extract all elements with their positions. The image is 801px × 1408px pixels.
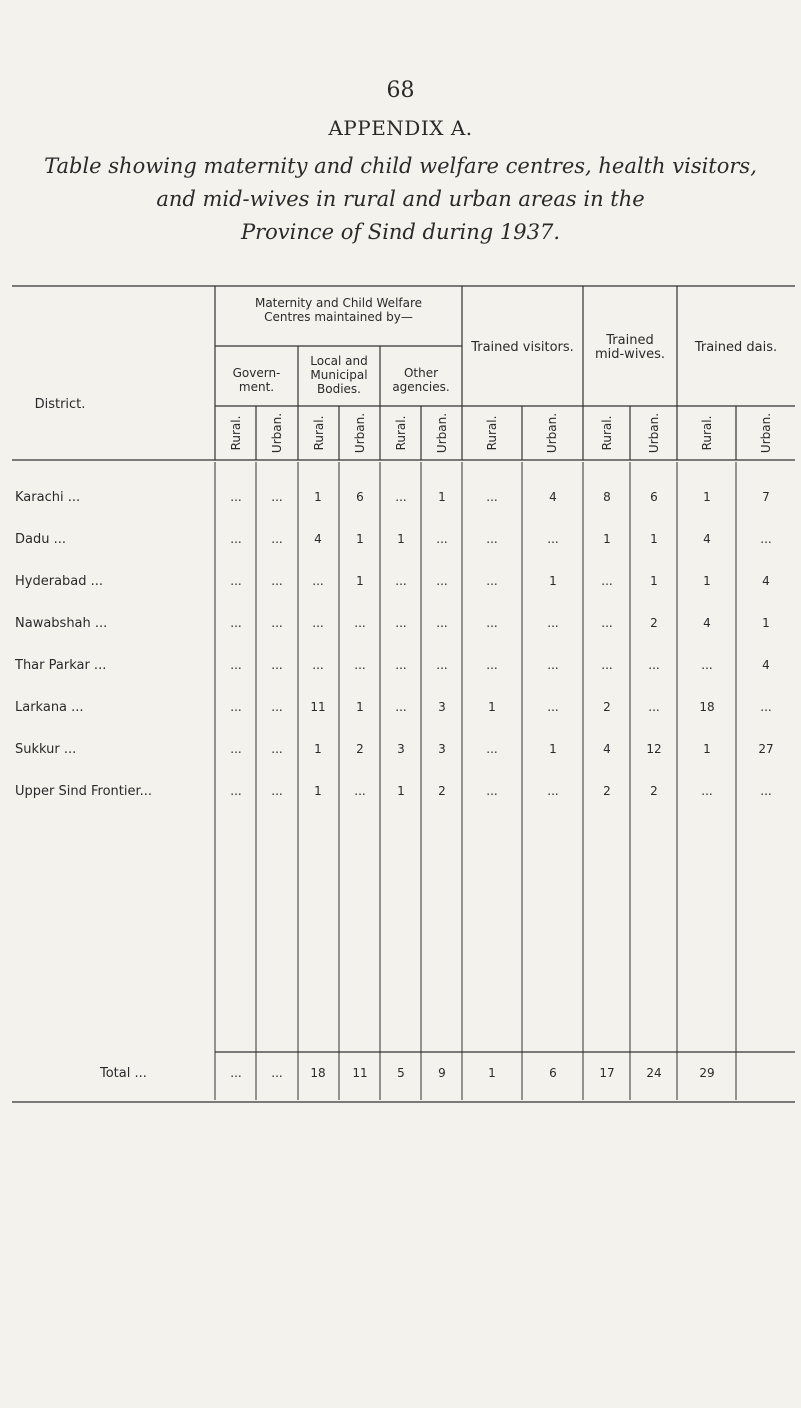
table-cell: 2: [356, 742, 364, 756]
midwives-header-line-2: mid-wives.: [594, 347, 666, 362]
table-cell: ...: [230, 700, 242, 714]
table-cell: ...: [760, 784, 772, 798]
other-agencies-header: [380, 366, 462, 394]
table-cell: ...: [547, 658, 559, 672]
total-cell: 29: [699, 1066, 715, 1080]
district-name: Larkana ...: [15, 700, 84, 715]
table-cell: ...: [547, 616, 559, 630]
table-cell: ...: [271, 574, 283, 588]
table-cell: 4: [762, 658, 770, 672]
table-cell: ...: [230, 490, 242, 504]
table-cell: ...: [601, 574, 613, 588]
table-cell: 8: [603, 490, 611, 504]
table-cell: 1: [314, 784, 322, 798]
table-cell: 2: [603, 700, 611, 714]
table-cell: ...: [312, 574, 324, 588]
table-cell: ...: [271, 742, 283, 756]
table-cell: ...: [271, 700, 283, 714]
table-cell: 1: [314, 490, 322, 504]
table-cell: ...: [486, 574, 498, 588]
table-cell: ...: [601, 658, 613, 672]
table-cell: 4: [603, 742, 611, 756]
col-label: Urban.: [435, 412, 449, 454]
local-bodies-header: [298, 354, 380, 396]
table-cell: 7: [762, 490, 770, 504]
table-cell: ...: [760, 700, 772, 714]
table-cell: 12: [646, 742, 662, 756]
col-label: Rural.: [394, 415, 408, 451]
group-header-line-1: Maternity and Child Welfare: [254, 296, 423, 310]
trained-dais-header: Trained dais.: [694, 340, 778, 355]
table-cell: ...: [395, 658, 407, 672]
district-name: Upper Sind Frontier...: [15, 784, 153, 799]
table-cell: ...: [312, 616, 324, 630]
table-cell: 1: [397, 784, 405, 798]
trained-midwives-header: [583, 334, 677, 362]
district-name: Dadu ...: [15, 532, 66, 547]
col-label: Rural.: [312, 415, 326, 451]
district-name: Hyderabad ...: [15, 574, 104, 589]
midwives-header-line-1: Trained: [606, 333, 654, 348]
total-cell: 9: [438, 1066, 446, 1080]
table-cell: 1: [549, 574, 557, 588]
table-cell: 1: [762, 616, 770, 630]
table-cell: ...: [547, 700, 559, 714]
col-label: Urban.: [647, 412, 661, 454]
total-cell: 11: [352, 1066, 368, 1080]
table-cell: ...: [436, 658, 448, 672]
col-label: Rural.: [700, 415, 714, 451]
table-cell: ...: [271, 616, 283, 630]
table-cell: 2: [650, 784, 658, 798]
district-header: District.: [34, 397, 86, 412]
table-cell: ...: [312, 658, 324, 672]
trained-visitors-header: Trained visitors.: [471, 340, 574, 355]
table-cell: ...: [230, 616, 242, 630]
table-cell: ...: [230, 658, 242, 672]
local-header-line-1: Local and: [310, 354, 368, 368]
table-cell: 1: [603, 532, 611, 546]
table-cell: 3: [397, 742, 405, 756]
total-cell: 1: [488, 1066, 496, 1080]
caption-line-3: Province of Sind during 1937.: [240, 220, 561, 244]
table-cell: ...: [701, 784, 713, 798]
total-cell: 18: [310, 1066, 326, 1080]
table-cell: 1: [650, 574, 658, 588]
table-cell: ...: [230, 574, 242, 588]
government-header-line-1: Govern-: [232, 366, 281, 380]
district-name: Nawabshah ...: [15, 616, 108, 631]
table-cell: ...: [486, 784, 498, 798]
table-cell: ...: [271, 532, 283, 546]
table-cell: ...: [436, 616, 448, 630]
total-cell: 24: [646, 1066, 662, 1080]
table-cell: 11: [310, 700, 326, 714]
table-cell: ...: [230, 742, 242, 756]
page-number: 68: [386, 78, 415, 103]
table-cell: 1: [356, 532, 364, 546]
table-cell: ...: [701, 658, 713, 672]
table-cell: ...: [395, 700, 407, 714]
table-cell: 3: [438, 742, 446, 756]
table-cell: 18: [699, 700, 715, 714]
table-cell: ...: [486, 532, 498, 546]
table-cell: ...: [486, 616, 498, 630]
table-cell: 3: [438, 700, 446, 714]
col-label: Urban.: [270, 412, 284, 454]
district-name: Karachi ...: [15, 490, 81, 505]
table-cell: ...: [547, 784, 559, 798]
col-label: Urban.: [353, 412, 367, 454]
other-header-line-1: Other: [403, 366, 439, 380]
other-header-line-2: agencies.: [392, 380, 450, 394]
table-cell: ...: [271, 658, 283, 672]
table-cell: ...: [395, 490, 407, 504]
table-cell: ...: [230, 784, 242, 798]
government-header-line-2: ment.: [238, 380, 275, 394]
table-cell: 1: [356, 574, 364, 588]
total-cell: 17: [599, 1066, 615, 1080]
col-label: Rural.: [485, 415, 499, 451]
group-header-line-2: Centres maintained by—: [264, 310, 413, 324]
caption-line-1: Table showing maternity and child welfare centres, health visitors,: [44, 154, 757, 178]
table-cell: 2: [438, 784, 446, 798]
table-cell: 4: [703, 616, 711, 630]
table-cell: ...: [271, 784, 283, 798]
total-cell: 5: [397, 1066, 405, 1080]
district-name: Thar Parkar ...: [15, 658, 107, 673]
table-cell: 1: [703, 490, 711, 504]
table-cell: 1: [314, 742, 322, 756]
table-cell: ...: [230, 532, 242, 546]
col-label: Urban.: [545, 412, 559, 454]
table-cell: 1: [549, 742, 557, 756]
table-cell: 1: [488, 700, 496, 714]
table-cell: ...: [760, 532, 772, 546]
col-label: Rural.: [600, 415, 614, 451]
table-cell: ...: [271, 490, 283, 504]
group-header: [215, 296, 462, 324]
table-cell: ...: [354, 658, 366, 672]
table-cell: ...: [395, 616, 407, 630]
table-cell: 27: [758, 742, 774, 756]
table-cell: ...: [547, 532, 559, 546]
table-cell: ...: [648, 658, 660, 672]
table-cell: ...: [395, 574, 407, 588]
table-cell: 2: [650, 616, 658, 630]
table-cell: 1: [438, 490, 446, 504]
table-cell: 4: [549, 490, 557, 504]
table-cell: ...: [486, 742, 498, 756]
table-cell: 6: [650, 490, 658, 504]
table-cell: ...: [486, 658, 498, 672]
table-cell: 1: [356, 700, 364, 714]
table-cell: ...: [486, 490, 498, 504]
col-label: Urban.: [759, 412, 773, 454]
table-cell: 6: [356, 490, 364, 504]
appendix-title: APPENDIX A.: [328, 116, 473, 140]
caption-line-2: and mid-wives in rural and urban areas in the: [156, 187, 645, 211]
table-cell: ...: [436, 532, 448, 546]
total-cell: 6: [549, 1066, 557, 1080]
table-cell: ...: [354, 784, 366, 798]
total-cell: ...: [230, 1066, 242, 1080]
table-cell: 4: [314, 532, 322, 546]
table-cell: 1: [703, 742, 711, 756]
table-cell: 2: [603, 784, 611, 798]
table-cell: 1: [703, 574, 711, 588]
total-cell: ...: [271, 1066, 283, 1080]
col-label: Rural.: [229, 415, 243, 451]
table-cell: 1: [650, 532, 658, 546]
table-cell: 1: [397, 532, 405, 546]
table-cell: ...: [601, 616, 613, 630]
government-header: [215, 366, 298, 394]
local-header-line-3: Bodies.: [317, 382, 361, 396]
total-label: Total ...: [100, 1066, 147, 1081]
table-cell: ...: [436, 574, 448, 588]
table-cell: 4: [762, 574, 770, 588]
table-cell: ...: [648, 700, 660, 714]
local-header-line-2: Municipal: [310, 368, 368, 382]
district-name: Sukkur ...: [15, 742, 77, 757]
table-cell: 4: [703, 532, 711, 546]
table-cell: ...: [354, 616, 366, 630]
